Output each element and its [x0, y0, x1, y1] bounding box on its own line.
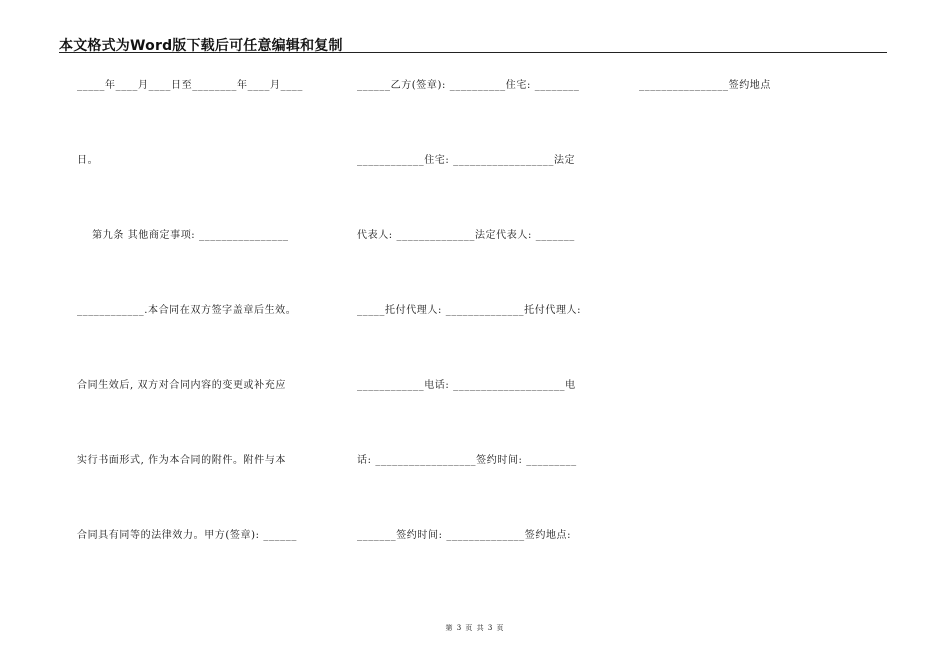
header-divider	[59, 52, 887, 53]
middle-line-1: ______乙方(签章): __________住宅: ________	[357, 80, 580, 91]
middle-line-2: ____________住宅: __________________法定	[357, 155, 576, 166]
header-title: 本文格式为Word版下载后可任意编辑和复制	[59, 38, 343, 54]
right-line-1: ________________签约地点	[639, 80, 771, 91]
middle-line-4: _____托付代理人: ______________托付代理人:	[357, 305, 582, 316]
left-line-3: 第九条 其他商定事项: ________________	[77, 230, 289, 241]
left-line-4: ____________.本合同在双方签字盖章后生效。	[77, 305, 297, 316]
left-line-1: _____年____月____日至________年____月____	[77, 80, 303, 91]
left-line-2: 日。	[77, 155, 99, 166]
middle-line-3: 代表人: ______________法定代表人: _______	[357, 230, 575, 241]
middle-line-6: 话: __________________签约时间: _________	[357, 455, 577, 466]
middle-line-5: ____________电话: ____________________电	[357, 380, 576, 391]
left-line-5: 合同生效后, 双方对合同内容的变更或补充应	[77, 380, 286, 391]
middle-line-7: _______签约时间: ______________签约地点:	[357, 530, 572, 541]
left-line-7: 合同具有同等的法律效力。甲方(签章): ______	[77, 530, 297, 541]
left-line-6: 实行书面形式, 作为本合同的附件。附件与本	[77, 455, 286, 466]
page-number: 第 3 页 共 3 页	[445, 624, 505, 632]
